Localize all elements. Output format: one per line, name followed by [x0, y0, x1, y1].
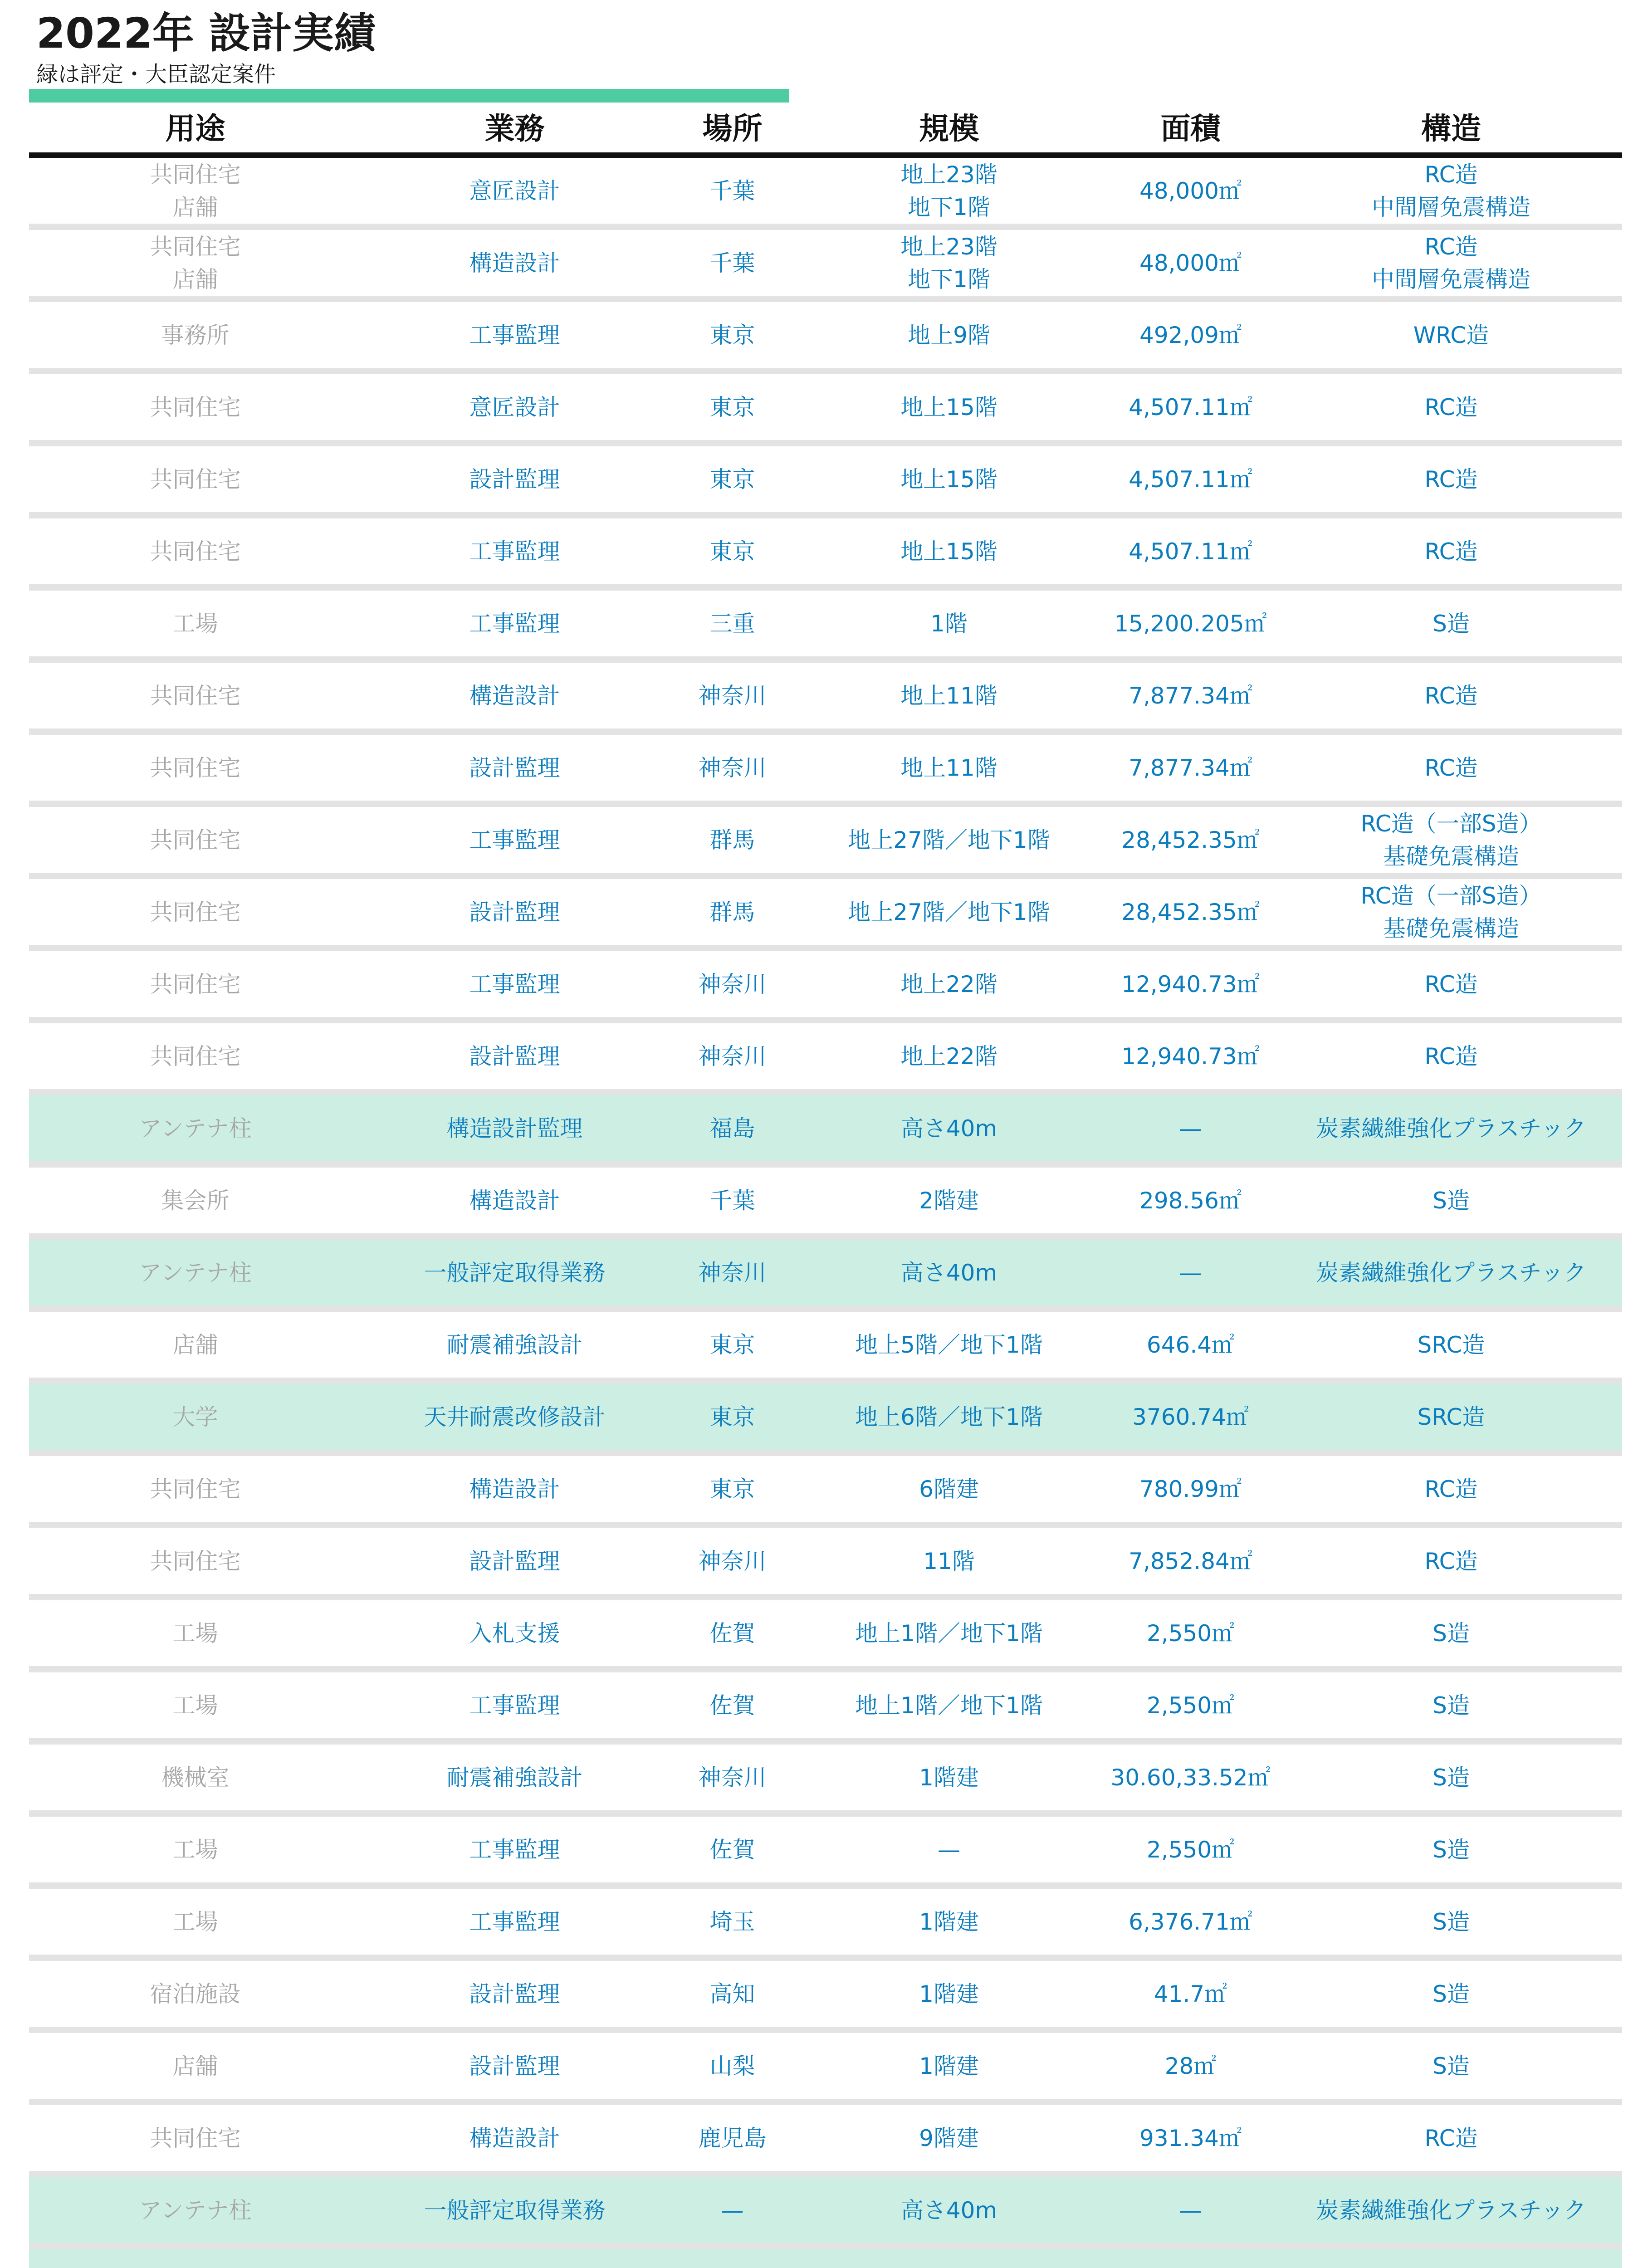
cell-place [668, 2246, 797, 2268]
cell-structure: S造 [1280, 1958, 1622, 2030]
cell-area: 492,09㎡ [1101, 299, 1280, 371]
cell-use: 共同住宅 [29, 804, 362, 876]
results-table [29, 105, 1622, 2268]
cell-area: — [1101, 2174, 1280, 2246]
cell-scale: 9階建 [797, 2102, 1101, 2174]
cell-use: 共同住宅 [29, 515, 362, 587]
cell-use: 宿泊施設 [29, 1958, 362, 2030]
cell-use: 共同住宅 [29, 443, 362, 515]
cell-place: 山梨 [668, 2030, 797, 2102]
cell-area: 28,452.35㎡ [1101, 804, 1280, 876]
cell-work: 入札支援 [362, 1597, 668, 1669]
cell-use: 共同住宅 [29, 876, 362, 948]
table-row [29, 948, 1622, 1020]
table-row [29, 515, 1622, 587]
cell-structure: SRC造 [1280, 1381, 1622, 1453]
cell-area: 48,000㎡ [1101, 155, 1280, 227]
cell-place: 三重 [668, 587, 797, 660]
cell-work: 構造設計 [362, 227, 668, 299]
cell-structure: 炭素繊維強化プラスチック [1280, 2174, 1622, 2246]
cell-structure: RC造 [1280, 948, 1622, 1020]
cell-structure: S造 [1280, 2030, 1622, 2102]
cell-use: 共同住宅 [29, 1525, 362, 1597]
cell-scale: 1階建 [797, 1886, 1101, 1958]
cell-structure: S造 [1280, 1813, 1622, 1886]
cell-place: 神奈川 [668, 1525, 797, 1597]
cell-use [29, 2246, 362, 2268]
cell-scale: 地上27階／地下1階 [797, 876, 1101, 948]
table-row [29, 2174, 1622, 2246]
cell-scale: 地上9階 [797, 299, 1101, 371]
cell-scale: 11階 [797, 1525, 1101, 1597]
cell-place: 鹿児島 [668, 2102, 797, 2174]
cell-scale: 地上22階 [797, 1020, 1101, 1092]
cell-use: 大学 [29, 1381, 362, 1453]
cell-area: 2,550㎡ [1101, 1813, 1280, 1886]
cell-area: — [1101, 1092, 1280, 1164]
cell-work: 設計監理 [362, 1525, 668, 1597]
table-row [29, 1741, 1622, 1813]
cell-work: 意匠設計 [362, 155, 668, 227]
cell-place: 千葉 [668, 227, 797, 299]
cell-structure [1280, 2246, 1622, 2268]
cell-structure: 炭素繊維強化プラスチック [1280, 1237, 1622, 1309]
cell-area: 41.7㎡ [1101, 1958, 1280, 2030]
cell-work: 構造設計 [362, 2102, 668, 2174]
cell-structure: RC造 中間層免震構造 [1280, 227, 1622, 299]
cell-scale: 地上1階／地下1階 [797, 1597, 1101, 1669]
cell-place: 東京 [668, 443, 797, 515]
cell-structure: RC造 [1280, 371, 1622, 443]
cell-scale: 1階建 [797, 1741, 1101, 1813]
cell-use: 店舗 [29, 2030, 362, 2102]
table-row [29, 443, 1622, 515]
table-row [29, 1958, 1622, 2030]
table-row [29, 1886, 1622, 1958]
cell-area: 30.60,33.52㎡ [1101, 1741, 1280, 1813]
cell-scale: 地上15階 [797, 443, 1101, 515]
cell-place: 佐賀 [668, 1813, 797, 1886]
cell-place: 神奈川 [668, 732, 797, 804]
cell-structure: RC造 [1280, 515, 1622, 587]
cell-scale: 1階建 [797, 2030, 1101, 2102]
cell-area: 28㎡ [1101, 2030, 1280, 2102]
cell-work: 一般評定取得業務 [362, 1237, 668, 1309]
table-body [29, 155, 1622, 2268]
cell-scale: 地上15階 [797, 515, 1101, 587]
cell-use: 共同住宅 店舗 [29, 155, 362, 227]
table-header-row [29, 105, 1622, 155]
page-title: 2022年 設計実績 [36, 9, 376, 58]
cell-work: 設計監理 [362, 1958, 668, 2030]
cell-place: 東京 [668, 515, 797, 587]
cell-work: 工事監理 [362, 1669, 668, 1741]
cell-scale: 地上23階 地下1階 [797, 227, 1101, 299]
cell-scale: 地上6階／地下1階 [797, 1381, 1101, 1453]
column-header-work: 業務 [362, 105, 668, 155]
cell-use: 共同住宅 [29, 948, 362, 1020]
cell-work: 構造設計 [362, 660, 668, 732]
cell-area: 15,200.205㎡ [1101, 587, 1280, 660]
cell-area: 3760.74㎡ [1101, 1381, 1280, 1453]
cell-place: 千葉 [668, 155, 797, 227]
cell-work: 工事監理 [362, 1813, 668, 1886]
cell-scale: 地上5階／地下1階 [797, 1309, 1101, 1381]
cell-structure: RC造 [1280, 660, 1622, 732]
cell-work: 設計監理 [362, 1020, 668, 1092]
cell-place: 東京 [668, 371, 797, 443]
cell-work: 工事監理 [362, 1886, 668, 1958]
cell-place: — [668, 2174, 797, 2246]
cell-place: 東京 [668, 299, 797, 371]
cell-work: 設計監理 [362, 2030, 668, 2102]
table-row [29, 1669, 1622, 1741]
cell-place: 千葉 [668, 1164, 797, 1237]
cell-area: 6,376.71㎡ [1101, 1886, 1280, 1958]
cell-place: 佐賀 [668, 1669, 797, 1741]
cell-structure: S造 [1280, 1597, 1622, 1669]
cell-scale: 地上22階 [797, 948, 1101, 1020]
table-row [29, 660, 1622, 732]
cell-scale: 1階 [797, 587, 1101, 660]
cell-structure: S造 [1280, 1741, 1622, 1813]
cell-structure: 炭素繊維強化プラスチック [1280, 1092, 1622, 1164]
cell-scale: 2階建 [797, 1164, 1101, 1237]
table-row [29, 1020, 1622, 1092]
cell-scale: 1階建 [797, 1958, 1101, 2030]
cell-use: 工場 [29, 587, 362, 660]
cell-work: 設計監理 [362, 876, 668, 948]
cell-use: アンテナ柱 [29, 1092, 362, 1164]
cell-work: 工事監理 [362, 299, 668, 371]
cell-scale: 6階建 [797, 1453, 1101, 1525]
table-row [29, 1164, 1622, 1237]
cell-scale: 地上11階 [797, 660, 1101, 732]
cell-area: 7,877.34㎡ [1101, 660, 1280, 732]
cell-area: 2,550㎡ [1101, 1597, 1280, 1669]
cell-structure: WRC造 [1280, 299, 1622, 371]
cell-work: 一般評定取得業務 [362, 2174, 668, 2246]
cell-place: 佐賀 [668, 1597, 797, 1669]
cell-work: 設計監理 [362, 732, 668, 804]
cell-area: 48,000㎡ [1101, 227, 1280, 299]
cell-place: 神奈川 [668, 1020, 797, 1092]
cell-scale: 地上23階 地下1階 [797, 155, 1101, 227]
cell-use: 工場 [29, 1597, 362, 1669]
table-row [29, 155, 1622, 227]
cell-area: 12,940.73㎡ [1101, 948, 1280, 1020]
cell-area: 12,940.73㎡ [1101, 1020, 1280, 1092]
column-header-scale: 規模 [797, 105, 1101, 155]
table-row [29, 876, 1622, 948]
cell-scale [797, 2246, 1101, 2268]
cell-area: 4,507.11㎡ [1101, 443, 1280, 515]
cell-use: 共同住宅 [29, 1020, 362, 1092]
cell-use: 集会所 [29, 1164, 362, 1237]
cell-scale: 高さ40m [797, 1092, 1101, 1164]
cell-structure: RC造 [1280, 1453, 1622, 1525]
column-header-place: 場所 [668, 105, 797, 155]
cell-place: 高知 [668, 1958, 797, 2030]
table-row [29, 299, 1622, 371]
cell-use: 共同住宅 [29, 371, 362, 443]
column-header-use: 用途 [29, 105, 362, 155]
cell-area: 780.99㎡ [1101, 1453, 1280, 1525]
cell-scale: 地上1階／地下1階 [797, 1669, 1101, 1741]
cell-area [1101, 2246, 1280, 2268]
cell-place: 東京 [668, 1309, 797, 1381]
table-row [29, 587, 1622, 660]
cell-structure: RC造 [1280, 732, 1622, 804]
cell-work: 耐震補強設計 [362, 1741, 668, 1813]
cell-place: 群馬 [668, 804, 797, 876]
cell-use: アンテナ柱 [29, 1237, 362, 1309]
cell-scale: 高さ40m [797, 1237, 1101, 1309]
cell-use: 共同住宅 [29, 660, 362, 732]
cell-use: 共同住宅 [29, 1453, 362, 1525]
column-header-structure: 構造 [1280, 105, 1622, 155]
legend-note: 緑は評定・大臣認定案件 [36, 62, 276, 87]
cell-structure: RC造 中間層免震構造 [1280, 155, 1622, 227]
cell-area: 298.56㎡ [1101, 1164, 1280, 1237]
cell-structure: RC造 [1280, 2102, 1622, 2174]
cell-use: 工場 [29, 1669, 362, 1741]
cell-structure: RC造 [1280, 1020, 1622, 1092]
cell-area: 931.34㎡ [1101, 2102, 1280, 2174]
cell-work: 構造設計 [362, 1164, 668, 1237]
table-row [29, 804, 1622, 876]
table-row [29, 1381, 1622, 1453]
cell-structure: RC造（一部S造） 基礎免震構造 [1280, 876, 1622, 948]
cell-scale: 高さ40m [797, 2174, 1101, 2246]
cell-structure: RC造 [1280, 1525, 1622, 1597]
table-row [29, 1453, 1622, 1525]
cell-work: 工事監理 [362, 804, 668, 876]
table-row [29, 371, 1622, 443]
cell-place: 埼玉 [668, 1886, 797, 1958]
cell-work: 工事監理 [362, 587, 668, 660]
cell-place: 神奈川 [668, 660, 797, 732]
cell-place: 神奈川 [668, 948, 797, 1020]
table-row [29, 2102, 1622, 2174]
cell-work: 構造設計監理 [362, 1092, 668, 1164]
cell-use: 機械室 [29, 1741, 362, 1813]
cell-scale: — [797, 1813, 1101, 1886]
cell-area: — [1101, 1237, 1280, 1309]
cell-use: 共同住宅 [29, 732, 362, 804]
cell-area: 4,507.11㎡ [1101, 515, 1280, 587]
accent-bar [29, 89, 789, 103]
cell-structure: S造 [1280, 1164, 1622, 1237]
cell-place: 福島 [668, 1092, 797, 1164]
cell-work [362, 2246, 668, 2268]
table-row [29, 732, 1622, 804]
cell-place: 群馬 [668, 876, 797, 948]
table-row [29, 1525, 1622, 1597]
cell-area: 7,877.34㎡ [1101, 732, 1280, 804]
cell-structure: RC造（一部S造） 基礎免震構造 [1280, 804, 1622, 876]
table-row [29, 1309, 1622, 1381]
cell-area: 7,852.84㎡ [1101, 1525, 1280, 1597]
cell-use: 事務所 [29, 299, 362, 371]
cell-work: 工事監理 [362, 515, 668, 587]
table-row [29, 1092, 1622, 1164]
cell-area: 28,452.35㎡ [1101, 876, 1280, 948]
table-row [29, 227, 1622, 299]
cell-area: 646.4㎡ [1101, 1309, 1280, 1381]
cell-structure: S造 [1280, 1886, 1622, 1958]
cell-use: 共同住宅 [29, 2102, 362, 2174]
table-row [29, 2030, 1622, 2102]
cell-area: 4,507.11㎡ [1101, 371, 1280, 443]
cell-work: 意匠設計 [362, 371, 668, 443]
cell-structure: RC造 [1280, 443, 1622, 515]
cell-place: 東京 [668, 1453, 797, 1525]
cell-place: 東京 [668, 1381, 797, 1453]
cell-work: 工事監理 [362, 948, 668, 1020]
cell-work: 天井耐震改修設計 [362, 1381, 668, 1453]
cell-area: 2,550㎡ [1101, 1669, 1280, 1741]
cell-work: 耐震補強設計 [362, 1309, 668, 1381]
cell-scale: 地上15階 [797, 371, 1101, 443]
cell-place: 神奈川 [668, 1237, 797, 1309]
cell-structure: S造 [1280, 587, 1622, 660]
cell-use: 共同住宅 店舗 [29, 227, 362, 299]
cell-use: アンテナ柱 [29, 2174, 362, 2246]
cell-work: 設計監理 [362, 443, 668, 515]
table-row [29, 1597, 1622, 1669]
table-row [29, 1813, 1622, 1886]
table-row [29, 2246, 1622, 2268]
cell-use: 店舗 [29, 1309, 362, 1381]
cell-structure: S造 [1280, 1669, 1622, 1741]
cell-structure: SRC造 [1280, 1309, 1622, 1381]
table-row [29, 1237, 1622, 1309]
cell-use: 工場 [29, 1886, 362, 1958]
column-header-area: 面積 [1101, 105, 1280, 155]
cell-work: 構造設計 [362, 1453, 668, 1525]
cell-use: 工場 [29, 1813, 362, 1886]
cell-scale: 地上27階／地下1階 [797, 804, 1101, 876]
cell-place: 神奈川 [668, 1741, 797, 1813]
cell-scale: 地上11階 [797, 732, 1101, 804]
